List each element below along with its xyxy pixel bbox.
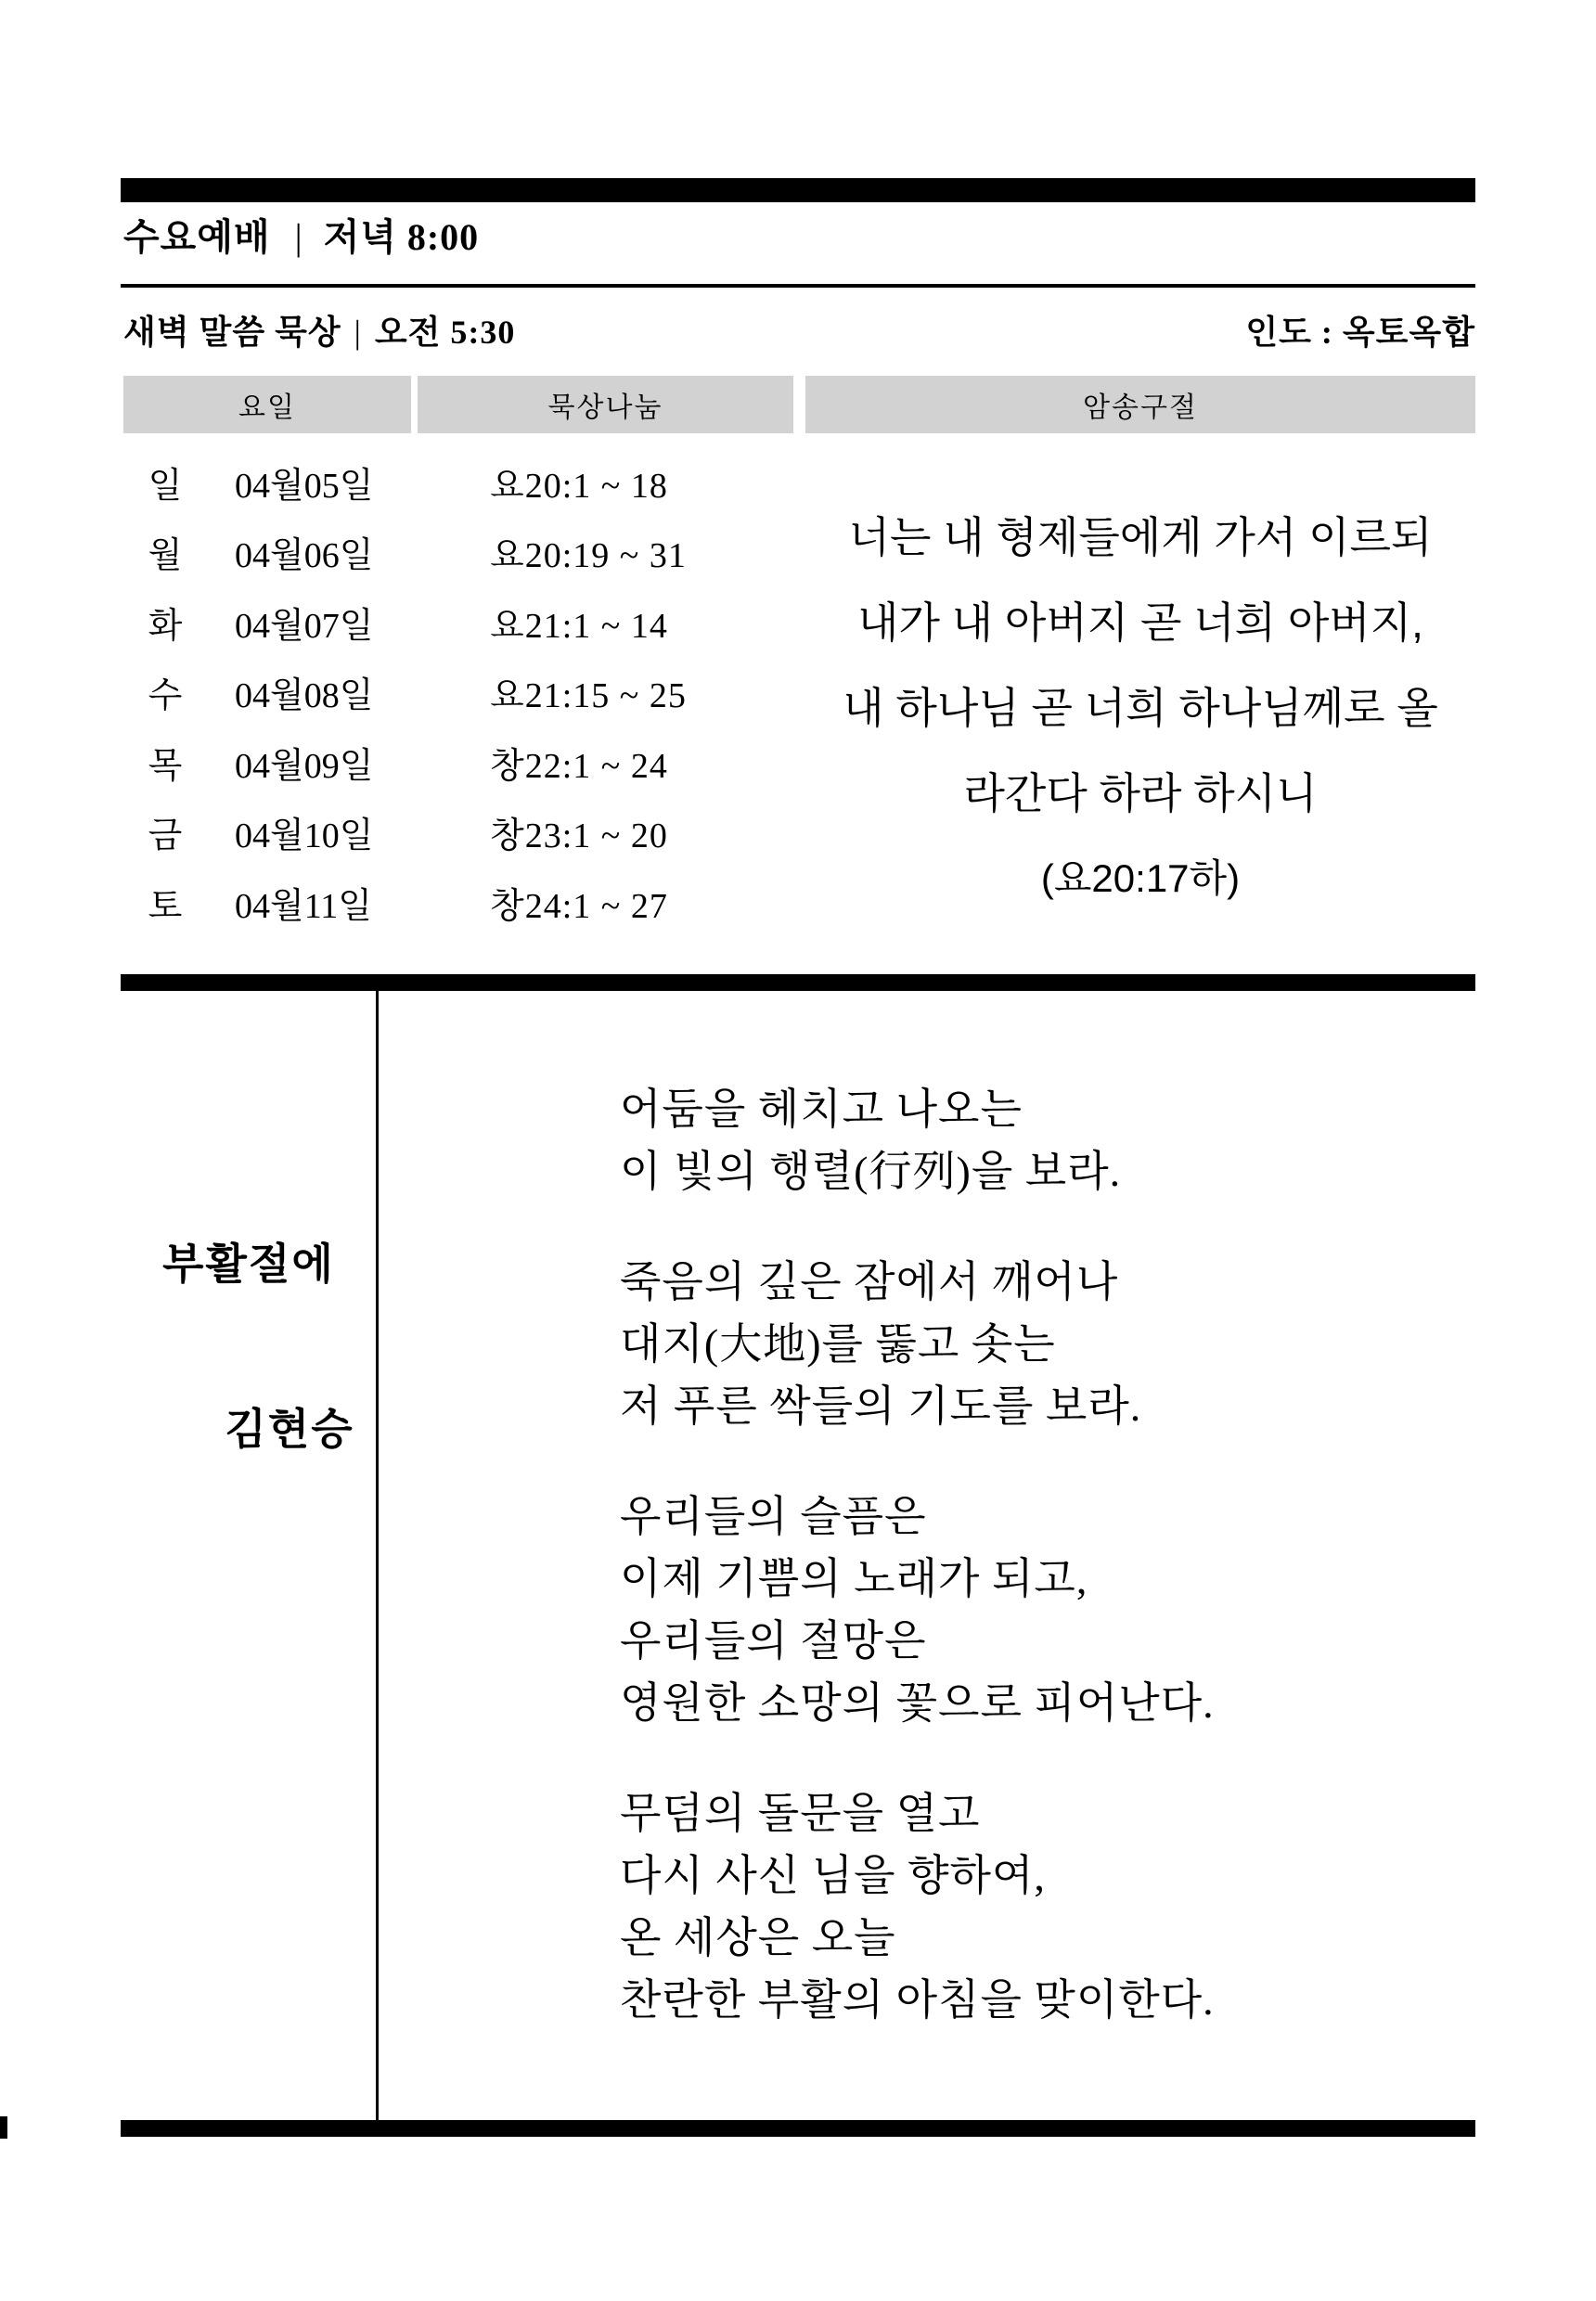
passage-cell: 요20:1 ~ 18 (490, 467, 668, 506)
poem-line: 찬란한 부활의 아침을 맞이한다. (620, 1976, 1215, 2024)
dawn-devotion-left (123, 306, 515, 354)
poem-line: 이 빛의 행렬(行列)을 보라. (620, 1148, 1122, 1195)
column-header-day: 요일 (123, 376, 411, 433)
poem-line: 우리들의 절망은 (620, 1617, 927, 1665)
passage-cell: 요21:1 ~ 14 (490, 607, 668, 646)
poem-line: 저 푸른 싹들의 기도를 보라. (620, 1382, 1142, 1430)
day-cell: 월 (148, 536, 183, 575)
table-row (123, 456, 810, 505)
date-cell: 04월09일 (235, 747, 374, 786)
dawn-devotion-header (123, 306, 1475, 354)
devotion-leader-label: 인도 : 옥토옥합 (1245, 314, 1475, 351)
passage-cell: 창23:1 ~ 20 (490, 816, 668, 855)
verse-line: 내 하나님 곧 너희 하나님께로 올 (843, 684, 1438, 732)
table-row (123, 877, 810, 925)
poem-stanza (620, 1485, 1215, 1734)
day-cell: 토 (148, 887, 183, 926)
column-header-meditation: 묵상나눔 (418, 376, 793, 433)
poem-column-divider (376, 991, 379, 2125)
wednesday-service-time: 저녁 8:00 (323, 216, 480, 258)
dawn-separator: | (354, 314, 362, 351)
poem-body (620, 1078, 1215, 2079)
poem-author: 김현승 (225, 1406, 354, 1453)
day-cell: 목 (148, 747, 183, 786)
day-cell: 수 (148, 676, 183, 715)
table-row (123, 526, 810, 574)
poem-stanza (620, 1251, 1215, 1437)
day-cell: 화 (148, 607, 183, 646)
table-row (123, 597, 810, 645)
day-cell: 일 (148, 467, 183, 506)
date-cell: 04월07일 (235, 607, 374, 646)
poem-line: 우리들의 슬픔은 (620, 1493, 927, 1540)
passage-cell: 요20:19 ~ 31 (490, 536, 687, 575)
date-cell: 04월11일 (235, 887, 373, 926)
dawn-devotion-time: 오전 5:30 (374, 314, 516, 351)
poem-line: 어둠을 헤치고 나오는 (620, 1086, 1023, 1133)
poem-line: 대지(大地)를 뚫고 솟는 (620, 1320, 1056, 1368)
section-divider-bar (121, 974, 1475, 991)
verse-reference: (요20:17하) (1040, 856, 1241, 900)
table-row (123, 737, 810, 785)
passage-cell: 창22:1 ~ 24 (490, 747, 668, 786)
date-cell: 04월10일 (235, 816, 374, 855)
date-cell: 04월06일 (235, 536, 374, 575)
day-cell: 금 (148, 816, 183, 855)
page-edge-mark (0, 2116, 7, 2139)
memory-verse-block (805, 495, 1475, 921)
wednesday-service-header (123, 208, 479, 261)
table-row (123, 806, 810, 855)
top-divider-bar (121, 178, 1475, 202)
poem-line: 죽음의 깊은 잠에서 깨어나 (620, 1258, 1119, 1305)
poem-stanza (620, 1078, 1215, 1202)
date-cell: 04월05일 (235, 467, 374, 506)
passage-cell: 요21:15 ~ 25 (490, 676, 687, 715)
passage-cell: 창24:1 ~ 27 (490, 887, 668, 926)
date-cell: 04월08일 (235, 676, 374, 715)
poem-line: 온 세상은 오늘 (620, 1914, 896, 1961)
dawn-devotion-title: 새벽 말씀 묵상 (123, 314, 341, 351)
poem-title: 부활절에 (162, 1240, 335, 1288)
poem-line: 이제 기쁨의 노래가 되고, (620, 1555, 1088, 1602)
poem-line: 무덤의 돌문을 열고 (620, 1790, 981, 1837)
verse-line: 라간다 하라 하시니 (963, 769, 1318, 817)
verse-line: 내가 내 아버지 곧 너희 아버지, (857, 598, 1423, 647)
title-separator: | (294, 216, 303, 258)
wednesday-service-title: 수요예배 (123, 216, 271, 258)
bottom-divider-bar (121, 2120, 1475, 2137)
table-row (123, 666, 810, 714)
verse-line: 너는 내 형제들에게 가서 이르되 (848, 513, 1433, 561)
header-rule (121, 284, 1475, 288)
poem-stanza (620, 1782, 1215, 2031)
poem-line: 영원한 소망의 꽃으로 피어난다. (620, 1679, 1215, 1727)
poem-line: 다시 사신 님을 향하여, (620, 1852, 1046, 1899)
column-header-memory-verse: 암송구절 (805, 376, 1475, 433)
